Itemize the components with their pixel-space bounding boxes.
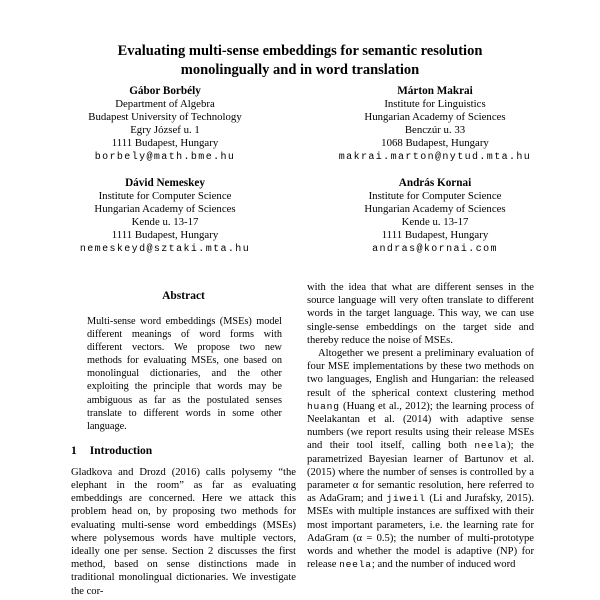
author-name: Dávid Nemeskey xyxy=(125,177,205,189)
column-left xyxy=(71,284,296,598)
author-name: Gábor Borbély xyxy=(129,85,201,97)
author-affiliation-line: Benczúr u. 33 xyxy=(404,124,466,136)
author-block xyxy=(30,85,300,164)
author-affiliation-line: Kende u. 13-17 xyxy=(401,216,469,228)
section-number: 1 xyxy=(71,444,77,457)
author-affiliation-line: 1111 Budapest, Hungary xyxy=(111,229,219,241)
author-email: andras@kornai.com xyxy=(372,244,498,255)
author-name: András Kornai xyxy=(398,177,472,189)
author-email: nemeskeyd@sztaki.mta.hu xyxy=(79,244,251,255)
author-affiliation-line: 1111 Budapest, Hungary xyxy=(381,229,489,241)
author-affiliation-line: Institute for Computer Science xyxy=(368,190,502,202)
author-block xyxy=(300,85,570,164)
body-paragraph: with the idea that what are different senses in the source language will very often translate to different words in the target language. This way, we can use single-sense embeddings on the target side and thereby reduce the noise of MSEs. xyxy=(307,282,534,346)
author-email: makrai.marton@nytud.mta.hu xyxy=(338,152,532,163)
paper-title-text: Evaluating multi-sense embeddings for semantic resolution monolingually and in word translation xyxy=(117,43,483,78)
author-affiliation-line: 1111 Budapest, Hungary xyxy=(111,137,219,149)
author-affiliation-line: 1068 Budapest, Hungary xyxy=(381,137,489,149)
author-affiliation-line: Institute for Linguistics xyxy=(384,98,486,110)
intro-paragraph: Gladkova and Drozd (2016) calls polysemy “the elephant in the room” as far as evaluating embeddings are concerned. Here we attack this problem head on, by proposing two methods for evaluating multi-sense word embeddings (MSEs) where polysemous words have multiple vectors, ideally one per sense. Section 2 discusses the first method, based on sense distinctions made in traditional monolingual dictionaries. We investigate the cor- xyxy=(71,466,296,597)
author-name: Márton Makrai xyxy=(397,85,473,97)
paper-title xyxy=(0,42,600,80)
author-block xyxy=(300,177,570,256)
author-affiliation-line: Hungarian Academy of Sciences xyxy=(364,203,506,215)
author-affiliation-line: Egry József u. 1 xyxy=(130,124,200,136)
author-affiliation-line: Budapest University of Technology xyxy=(88,111,242,123)
author-affiliation-line: Department of Algebra xyxy=(115,98,215,110)
author-grid xyxy=(30,85,570,256)
abstract-text: Multi-sense word embeddings (MSEs) model different meanings of word forms with different vectors. We propose two new methods for evaluating MSEs, one based on monolingual dictionaries, and the other exploiting the principle that words may be ambiguous as far as the postulated senses translate to different words in some other language. xyxy=(87,316,282,432)
body-paragraph: Altogether we present a preliminary evaluation of four MSE implementations by these two methods on two languages, English and Hungarian: the released result of the spherical context clustering method huang (Huang et al., 2012); the learning process of Neelakantan et al. (2014) with adaptive sense numbers (we report results using their release MSEs and their tool itself, calling both neela); the parametrized Bayesian learner of Bartunov et al. (2015) where the number of senses is controlled by a parameter α for semantic resolution, here referred to as AdaGram; and jiweil (Li and Jurafsky, 2015). MSEs with multiple instances are suffixed with their most important parameters, i.e. the learning rate for AdaGram (α = 0.5); the number of multi-prototype words and whether the model is adaptive (NP) for release neela; and the number of induced word xyxy=(307,348,534,571)
author-affiliation-line: Hungarian Academy of Sciences xyxy=(94,203,236,215)
section-heading-introduction xyxy=(71,445,296,457)
author-email: borbely@math.bme.hu xyxy=(94,152,236,163)
author-affiliation-line: Hungarian Academy of Sciences xyxy=(364,111,506,123)
author-affiliation-line: Kende u. 13-17 xyxy=(131,216,199,228)
column-right xyxy=(307,281,534,571)
author-affiliation-line: Institute for Computer Science xyxy=(98,190,232,202)
section-title: Introduction xyxy=(89,444,153,457)
abstract-heading: Abstract xyxy=(162,290,205,302)
author-block xyxy=(30,177,300,256)
